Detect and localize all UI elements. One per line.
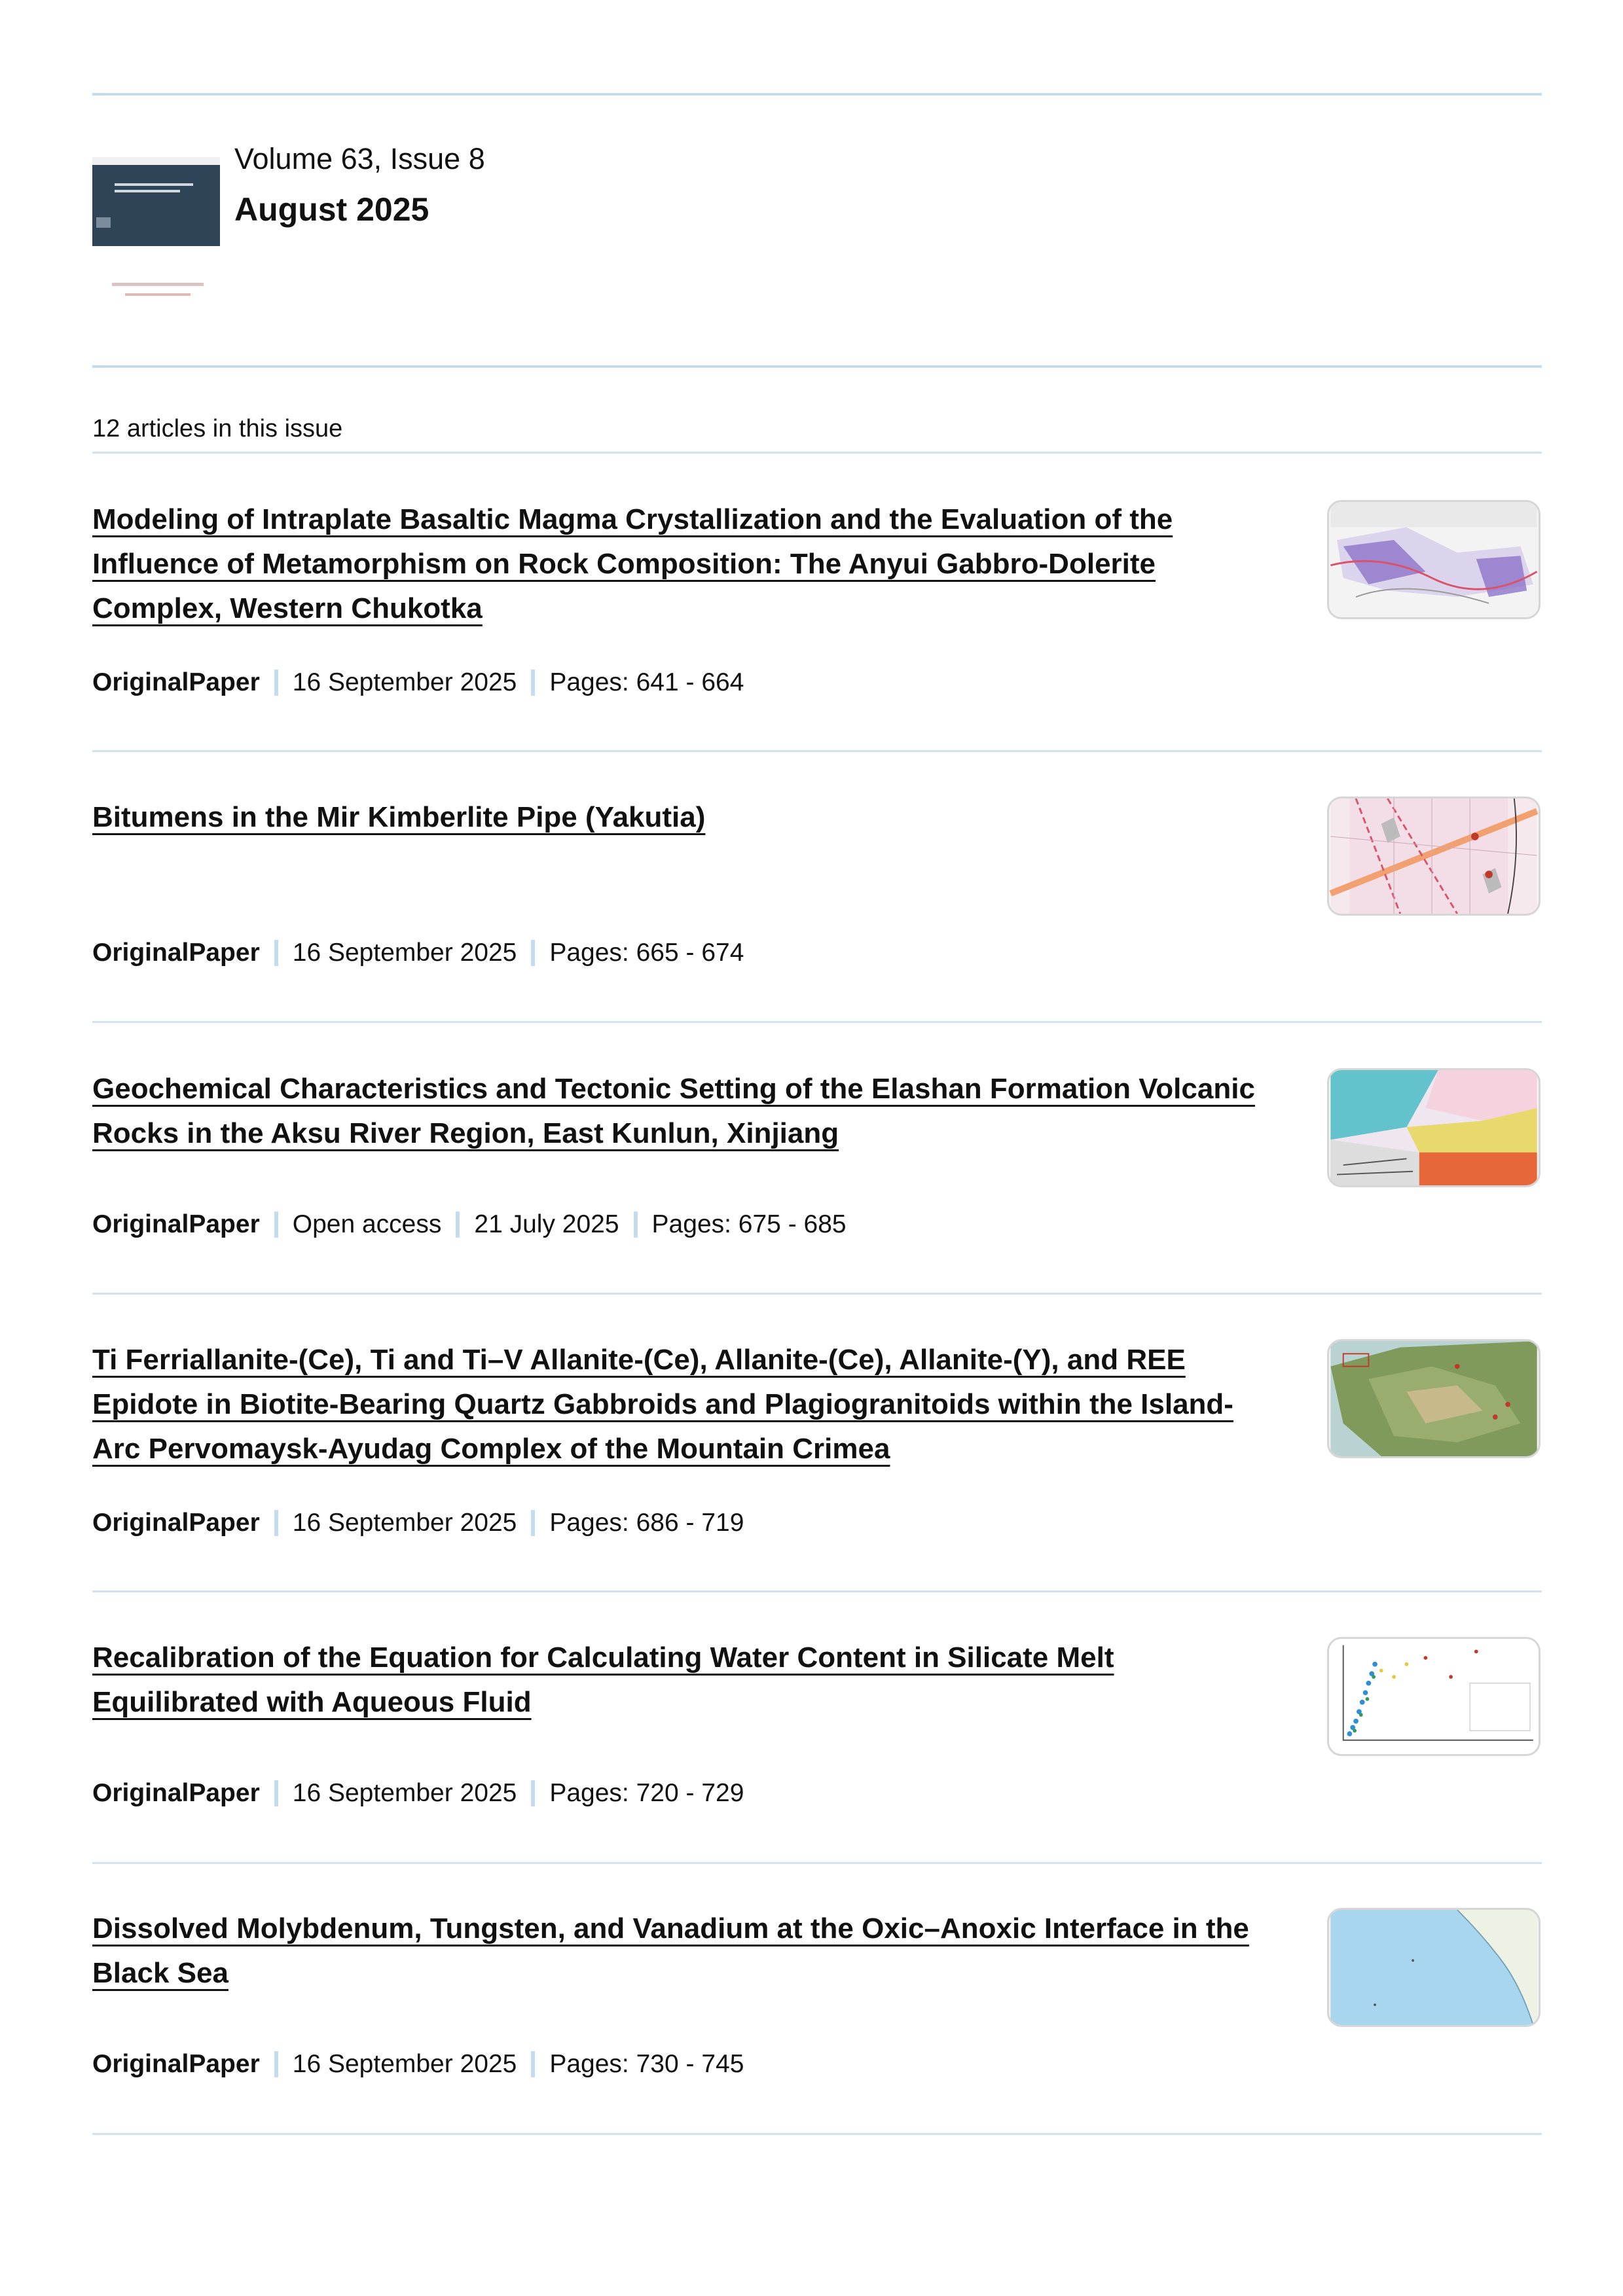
article-title xyxy=(92,497,1258,631)
meta-separator xyxy=(531,940,535,966)
article-divider xyxy=(92,1021,1542,1023)
meta-separator xyxy=(531,1510,535,1536)
article-type: OriginalPaper xyxy=(92,1210,260,1238)
article-title-link[interactable]: Recalibration of the Equation for Calculating Water Content in Silicate Melt Equilibrated with Aqueous Fluid xyxy=(92,1641,1114,1718)
article-pages: Pages: 675 - 685 xyxy=(651,1210,847,1238)
article-divider xyxy=(92,1293,1542,1295)
article-title-link[interactable]: Dissolved Molybdenum, Tungsten, and Vanadium at the Oxic–Anoxic Interface in the Black Sea xyxy=(92,1912,1249,1989)
meta-separator xyxy=(274,1780,278,1806)
header-divider xyxy=(92,365,1542,368)
article-date: 16 September 2025 xyxy=(292,939,517,967)
journal-cover-image[interactable] xyxy=(92,160,220,306)
article-pages: Pages: 686 - 719 xyxy=(549,1509,744,1537)
article-type: OriginalPaper xyxy=(92,1509,260,1537)
article-title xyxy=(92,1067,1258,1156)
meta-separator xyxy=(531,670,535,696)
article-title-link[interactable]: Bitumens in the Mir Kimberlite Pipe (Yakutia) xyxy=(92,801,706,833)
count-divider xyxy=(92,452,1542,454)
geologic-map-thumbnail[interactable] xyxy=(1327,500,1541,619)
article-meta xyxy=(92,2048,744,2081)
article-date: 16 September 2025 xyxy=(292,2050,517,2078)
article-date: 16 September 2025 xyxy=(292,1509,517,1537)
article-divider xyxy=(92,1862,1542,1864)
meta-separator xyxy=(531,2051,535,2077)
issue-date: August 2025 xyxy=(234,191,429,228)
meta-separator xyxy=(531,1780,535,1806)
kimberlite-map-thumbnail[interactable] xyxy=(1327,797,1541,916)
cover-publisher-line xyxy=(125,293,191,296)
article-title xyxy=(92,795,1258,840)
cover-publisher-line xyxy=(112,283,204,286)
article-date: 16 September 2025 xyxy=(292,668,517,696)
cover-panel xyxy=(92,160,220,246)
article-pages: Pages: 720 - 729 xyxy=(549,1779,744,1807)
meta-separator xyxy=(456,1211,460,1238)
cover-mark xyxy=(96,217,111,228)
article-meta xyxy=(92,1208,847,1241)
article-meta xyxy=(92,1507,744,1539)
article-meta xyxy=(92,666,744,699)
sea-map-thumbnail[interactable] xyxy=(1327,1908,1541,2027)
article-divider xyxy=(92,1590,1542,1592)
top-divider xyxy=(92,93,1542,96)
article-type: OriginalPaper xyxy=(92,2050,260,2078)
article-access: Open access xyxy=(292,1210,442,1238)
issue-volume: Volume 63, Issue 8 xyxy=(234,142,485,175)
tectonic-map-thumbnail[interactable] xyxy=(1327,1068,1541,1187)
article-meta xyxy=(92,1777,744,1810)
article-divider xyxy=(92,750,1542,752)
relief-map-thumbnail[interactable] xyxy=(1327,1339,1541,1458)
meta-separator xyxy=(634,1211,638,1238)
cover-header-strip xyxy=(92,157,220,165)
article-title xyxy=(92,1907,1258,1996)
article-date: 16 September 2025 xyxy=(292,1779,517,1807)
article-title xyxy=(92,1338,1258,1471)
article-pages: Pages: 665 - 674 xyxy=(549,939,744,967)
meta-separator xyxy=(274,1510,278,1536)
article-title xyxy=(92,1636,1258,1725)
article-divider xyxy=(92,2133,1542,2135)
article-type: OriginalPaper xyxy=(92,939,260,967)
meta-separator xyxy=(274,670,278,696)
article-date: 21 July 2025 xyxy=(474,1210,619,1238)
article-meta xyxy=(92,937,744,969)
cover-title-line xyxy=(115,183,193,186)
cover-title-line xyxy=(115,190,180,192)
meta-separator xyxy=(274,940,278,966)
article-title-link[interactable]: Modeling of Intraplate Basaltic Magma Crystallization and the Evaluation of the Influence of Metamorphism on Rock Composition: The Anyui Gabbro-Dolerite Complex, Western Chukotka xyxy=(92,503,1173,624)
article-pages: Pages: 641 - 664 xyxy=(549,668,744,696)
article-pages: Pages: 730 - 745 xyxy=(549,2050,744,2078)
meta-separator xyxy=(274,1211,278,1238)
article-type: OriginalPaper xyxy=(92,668,260,696)
scatter-plot-thumbnail[interactable] xyxy=(1327,1637,1541,1756)
article-count: 12 articles in this issue xyxy=(92,415,343,442)
article-title-link[interactable]: Ti Ferriallanite-(Ce), Ti and Ti–V Allanite-(Ce), Allanite-(Ce), Allanite-(Y), and REE Epidote in Biotite-Bearing Quartz Gabbroids and Plagiogranitoids within the Island-Arc Pervomaysk-Ayudag Complex of the Mountain Crimea xyxy=(92,1344,1233,1465)
meta-separator xyxy=(274,2051,278,2077)
article-title-link[interactable]: Geochemical Characteristics and Tectonic Setting of the Elashan Formation Volcanic Rocks in the Aksu River Region, East Kunlun, Xinjiang xyxy=(92,1073,1255,1149)
article-type: OriginalPaper xyxy=(92,1779,260,1807)
